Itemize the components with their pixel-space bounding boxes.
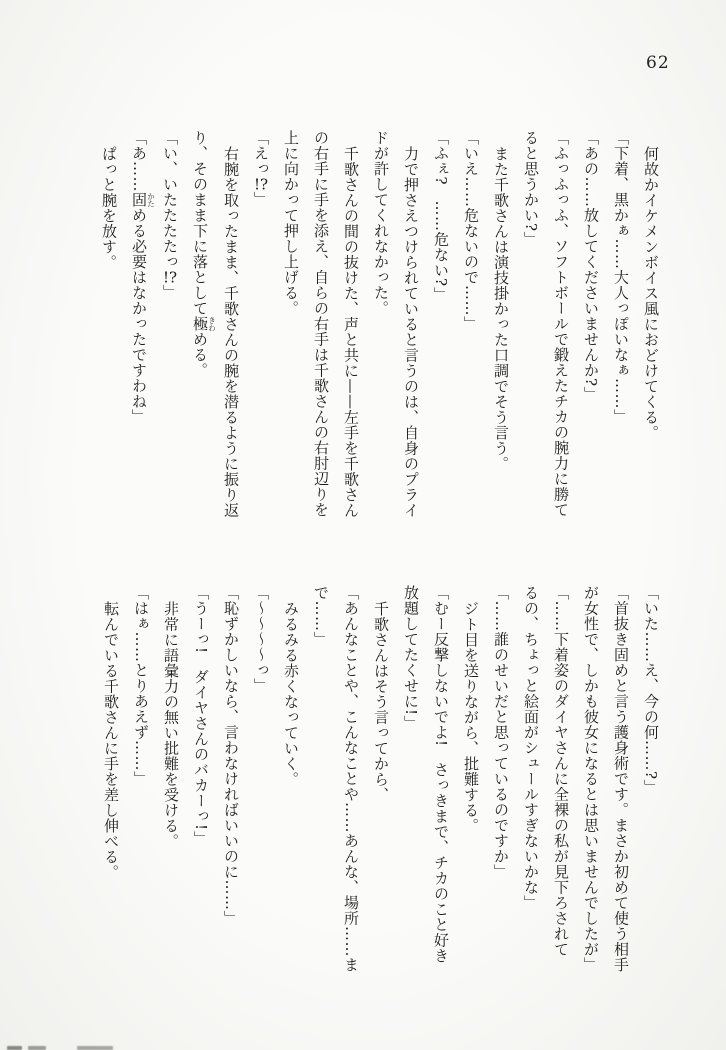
- text-line: 放題してたくせに!」: [402, 585, 420, 732]
- text-line: 「あ……固かためる必要はなかったですわね」: [130, 130, 156, 425]
- text-line: ると思うかい?」: [522, 130, 540, 248]
- text-line: 「いた……え、今の何……?」: [642, 585, 660, 796]
- text-line: が女性で、しかも彼女になるとは思いませんでしたが」: [582, 585, 600, 973]
- text-line: 「恥ずかしいなら、言わなければいいのに……」: [222, 585, 240, 926]
- text-line: 上に向かって押し上げる。: [282, 130, 300, 316]
- text-line: ジト目を送りながら、批難する。: [462, 601, 480, 834]
- text-line: り、そのまま下に落として極きわめる。: [191, 130, 217, 378]
- text-line: ぱっと腕を放す。: [100, 146, 118, 270]
- text-line: 「〜〜〜〜っ」: [252, 585, 270, 694]
- text-line: 「下着、黒かぁ……大人っぽいなぁ……」: [612, 130, 630, 425]
- text-line: ドが許してくれなかった。: [372, 130, 390, 316]
- text-line: 「うーっ! ダイヤさんのバカーっ!」: [192, 585, 210, 847]
- text-line: 力で押さえつけられていると言うのは、自身のプライ: [402, 146, 420, 518]
- lower-text-block: [96, 585, 666, 981]
- text-line: 「い、いたたたたっ!?」: [161, 130, 179, 300]
- scan-artifact: [77, 1046, 113, 1050]
- text-line: 「首抜き固めと言う護身術です。まさか初めて使う相手: [612, 585, 630, 973]
- upper-text-block: [94, 130, 666, 526]
- text-line: 右腕を取ったまま、千歌さんの腕を潜るように振り返: [222, 146, 240, 518]
- text-line: 「……下着姿のダイヤさんに全裸の私が見下ろされて: [552, 585, 570, 957]
- text-line: 「むー反撃しないでよ! さっきまで、チカのこと好き: [432, 585, 450, 964]
- text-line: 転んでいる千歌さんに手を差し伸べる。: [102, 601, 120, 880]
- text-line: みるみる赤くなっていく。: [282, 601, 300, 787]
- text-line: 「はぁ……とりあえず……」: [132, 585, 150, 787]
- text-line: 千歌さんの間の抜けた、声と共に——左手を千歌さん: [342, 146, 360, 518]
- text-line: 何故かイケメンボイス風におどけてくる。: [642, 146, 660, 441]
- text-line: 「ふぇ? ……危ない?」: [432, 130, 450, 303]
- text-line: 「あんなことや、こんなことや……あんな、場所……ま: [342, 585, 360, 973]
- text-line: 非常に語彙力の無い批難を受ける。: [162, 601, 180, 849]
- text-line: 「えっ!?」: [252, 130, 270, 207]
- text-line: 「いえ……危ないので……」: [462, 130, 480, 332]
- text-line: るの、ちょっと絵面がシュールすぎないかな」: [522, 585, 540, 911]
- text-line: の右手に手を添え、自らの右手は千歌さんの右肘辺りを: [312, 130, 330, 518]
- text-line: 「……誰のせいだと思っているのですか」: [492, 585, 510, 880]
- text-line: 「ふっふっふ、ソフトボールで鍛えたチカの腕力に勝て: [552, 130, 570, 518]
- text-line: また千歌さんは演技掛かった口調でそう言う。: [492, 146, 510, 472]
- text-line: 「あの……放してくださいませんか?」: [582, 130, 600, 403]
- page-number: 62: [646, 53, 670, 73]
- text-line: で……」: [312, 585, 330, 647]
- scan-artifact: [7, 1046, 22, 1050]
- scan-artifact: [28, 1046, 46, 1050]
- text-line: 千歌さんはそう言ってから、: [372, 601, 390, 803]
